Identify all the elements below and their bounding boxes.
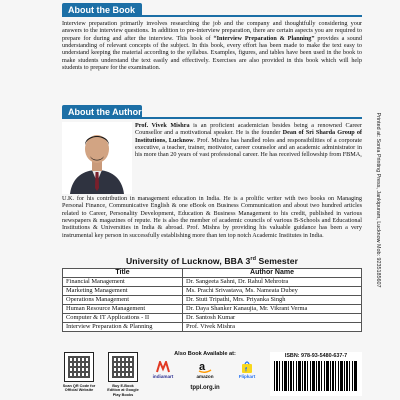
subject-title: Human Resource Management — [63, 305, 183, 314]
subject-title: Marketing Management — [63, 287, 183, 296]
publisher-website[interactable]: tppl.org.in — [190, 385, 220, 391]
subjects-table — [62, 268, 362, 332]
store-amazon-label: amazon — [196, 374, 214, 379]
subject-title: Operations Management — [63, 296, 183, 305]
table-row — [63, 305, 362, 314]
author-name: Prof. Vivek Mishra — [135, 122, 190, 129]
about-book-text-start: Interview preparation primarily involves researching the job and the company and thoughtfully considering your answers to the interview questions. In addition to pre-interview preparation, there are certain aspects you are required to prepare for during and after the interview. This book of — [62, 20, 362, 42]
flipkart-logo-icon — [234, 360, 260, 374]
founder-title: Dean of Sri Sharda Group of Institutions, Lucknow — [135, 129, 362, 144]
svg-text:a: a — [199, 361, 206, 373]
author-text-part1: is an proficient academician besides being a renowned Career Counsellor and a motivational speaker. He is the founder — [135, 122, 362, 137]
printer-imprint-text: Printed at: Sonia Printing Press, Jankipuram, Lucknow Mob: 9235185607 — [375, 112, 381, 288]
about-book-text — [62, 20, 362, 71]
university-title-main: University of Lucknow, BBA 3 — [125, 256, 251, 266]
about-book-text-end: provides a sound understanding of relevant concepts of the subject. In this book, every effort has been made to make the text easy to understand keeping the material according to the syllabus. Examples, figures, and tables have been used in the book to make students understand the text easily and effectively. Exercises are also provided in this book which will help students to prepare for the examination. — [62, 34, 362, 72]
qr-play-caption: Buy E-Book Edition at Google Play Books — [107, 384, 139, 397]
about-author-text-continued: U.K. for his contribution in management education in India. He is a prolific writer with two books on Managing Personal Finance, Communicative English & one eBook on Business Communication and about two hundred articles related to Career, Personality Development, Education & Business Management to his credit, published in various newspapers & magazines of repute. He is also the member of academic councils of various B-Schools and Educational Institutions & Universities in India & abroad. Prof. Mishra by providing his valuable guidance has been a very instrumental key person in successfully establishing more than ten top notch Academic Institutes in India. — [62, 195, 362, 239]
subject-author: Dr. Stuti Tripathi, Mrs. Priyanka Singh — [183, 296, 362, 305]
store-flipkart-label: Flipkart — [238, 374, 256, 379]
subject-author: Dr. Daya Shanker Kanaujia, Mr. Vikrant Verma — [183, 305, 362, 314]
table-row — [63, 323, 362, 332]
qr-code-icon[interactable] — [64, 352, 94, 382]
book-title: “Interview Preparation & Planning” — [213, 34, 315, 42]
about-author-heading: About the Author — [62, 105, 142, 119]
qr-official-caption: Scan QR Code for Official Website — [62, 384, 96, 393]
header-title: Title — [63, 269, 183, 278]
about-book-heading: About the Book — [62, 3, 142, 17]
qr-code-icon[interactable] — [108, 352, 138, 382]
svg-text:f: f — [245, 367, 247, 373]
qr-google-play[interactable] — [106, 352, 140, 397]
about-author-divider — [62, 117, 362, 119]
header-author: Author Name — [183, 269, 362, 278]
qr-official-website[interactable] — [62, 352, 96, 393]
author-portrait-icon — [62, 122, 132, 194]
store-flipkart[interactable] — [234, 360, 260, 384]
store-amazon[interactable] — [192, 360, 218, 384]
table-row — [63, 314, 362, 323]
isbn-barcode-box — [270, 352, 362, 396]
table-row — [63, 278, 362, 287]
isbn-number: ISBN: 978-93-5480-637-7 — [284, 353, 348, 359]
store-indiamart-label: indiamart — [152, 374, 174, 379]
subject-author: Ms. Prachi Srivastava, Ms. Nameata Dubey — [183, 287, 362, 296]
about-book-divider — [62, 15, 362, 17]
subject-author: Prof. Vivek Mishra — [183, 323, 362, 332]
table-row — [63, 287, 362, 296]
author-text-part2: . Prof. Mishra has handled roles and responsibilities of a corporate executive, a teacher, trainer, motivator, career counselor and an academic administrator in his more than 20 years of vast professional career. He has received fellowship from FBMA, — [135, 136, 362, 159]
barcode-icon — [274, 361, 358, 391]
university-title-sup: rd — [250, 256, 257, 263]
university-title — [62, 256, 362, 266]
author-photo — [62, 122, 132, 194]
amazon-logo-icon — [192, 360, 218, 374]
store-logos — [150, 360, 260, 384]
store-indiamart[interactable] — [150, 360, 176, 384]
about-author-text — [135, 122, 362, 159]
subject-author: Dr. Sangeeta Sahni, Dr. Rahul Mehrotra — [183, 278, 362, 287]
subject-author: Dr. Santosh Kumar — [183, 314, 362, 323]
subject-title: Computer & IT Applications - II — [63, 314, 183, 323]
table-header-row — [63, 269, 362, 278]
table-row — [63, 296, 362, 305]
university-title-end: Semester — [256, 256, 299, 266]
indiamart-logo-icon — [150, 360, 176, 374]
subject-title: Financial Management — [63, 278, 183, 287]
subject-title: Interview Preparation & Planning — [63, 323, 183, 332]
also-available-title: Also Book Available at: — [174, 351, 236, 357]
